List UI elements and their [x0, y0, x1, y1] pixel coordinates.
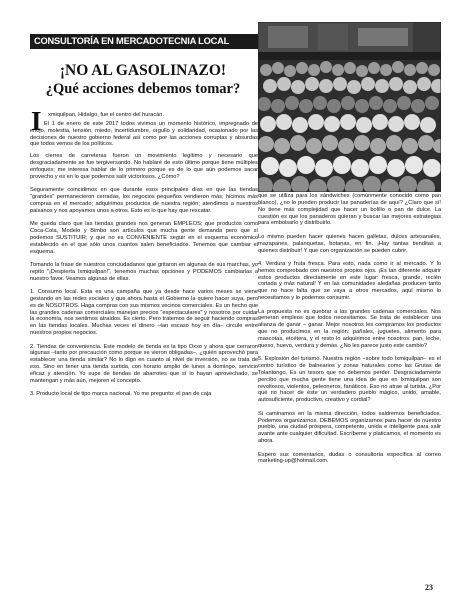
- intro-line: xmiquilpan, Hidalgo, fue el centro del huracán.: [48, 112, 165, 118]
- paragraph: 3. Producto local de tipo marca nacional. Yo me pregunto: el pan de caja: [30, 391, 212, 398]
- market-photo-illustration: [258, 22, 441, 192]
- section-title: CONSULTORÍA EN MERCADOTECNIA LOCAL: [34, 36, 230, 46]
- paragraph: 4. Verdura y fruta fresca. Para esto, nada como ir al mercado. Y lo hemos comprobado con nuestros propios ojos. ¡Es tan diferente adquirir estos productos directamente en este lugar: fresca, grande, recién cortada y más natural! Y en las comunidades aledañas producen tanto que no hace falta que se vaya a otros mercados, aquí mismo lo necesitamos y lo podemos consumir.: [258, 260, 441, 302]
- paragraph: Si caminamos en la misma dirección, todos saldremos beneficiados. Podemos organizarnos. DEBEMOS organizarnos para hacer de nuestro pueblo, una ciudad próspera, competente, unida e inteligente para salir avante ante cualquier dificultad. Escríbeme y platicamos, el momento es ahora.: [258, 410, 441, 445]
- paragraph: El 1 de enero de este 2017 todos vivimos un momento histórico, impregnado de enojo, molestia, tensión, miedo, incertidumbre, orgullo y solidaridad, ocasionado por las decisiones de nuestro gobierno federal así como por las acciones corruptas y absurdas que todos vemos de los políticos.: [30, 120, 258, 148]
- paragraph: Los cierres de carreteras fueron un movimiento legítimo y necesario que desgraciadamente se fue tergiversando. No hablaré de esto último porque tiene múltiples enfoques; me interesa hablar de lo primero porque es de lo que aún podemos sacar provecho y es en lo que podemos salir victoriosos. ¿Cómo?: [30, 153, 258, 180]
- market-produce-photo: [258, 22, 441, 192]
- paragraph: 2. Tiendas de conveniencia. Este modelo de tienda es la tipo Oxxo y ahora que cerraron algunas –tanto por precaución como porque se vieron obligadas–, ¿quién aprovechó para establecer una tienda similar? No lo digo en cuanto al nivel de inversión, no se trata de eso. Sino en tener una tienda surtida, con horario amplio de lunes a domingo, servicio eficaz y atención. Yo supe de tiendas de abarrotes que sí lo hayan aprovechado, se mantengan y más aún, mejoren el concepto.: [30, 343, 258, 384]
- page-number: 23: [425, 583, 433, 592]
- article-headline: [30, 62, 256, 98]
- paragraph: Seguramente coincidimos en que durante esos principales días en que las tiendas "grandes" permanecieron cerradas, los negocios pequeños vendieron más; hicimos más compras en el mercado; adquirimos productos de nuestra región; atendimos a nuestros paisanos y nos apoyamos unos a otros. Esto es lo que hay que rescatar.: [30, 187, 258, 214]
- headline-sub: ¿Qué acciones debemos tomar?: [45, 81, 241, 97]
- paragraph: Espero sus comentarios, dudas o consultoría específica al correo marketing-up@hotmail.com.: [258, 451, 441, 465]
- paragraph: que se utiliza para los sándwiches (comúnmente conocido como pan blanco), ¿no lo pueden producir las panaderías de aquí? ¿Claro que sí! No tiene más complejidad que hacer un bolillo o pan de dulce. La cuestión es que los panaderos quieran y buscar las mejores estrategias para embolsarlo y distribuirlo.: [258, 193, 441, 227]
- paragraph: Lo mismo pueden hacer quienes hacen galletas, dulces artesanales, mazapanes, palanquetas, botanas, en fin. ¡Hay tantas tienditas a quienes distribuir! Y que con organización se pueden cubrir.: [258, 233, 441, 254]
- article-column-right: [258, 193, 441, 583]
- paragraph: 1. Consumo local. Esta es una campaña que ya desde hace varios meses se viene gestando en las redes sociales y que ahora hasta el Gobierno la quiere hacer suya, pero es de NOSOTROS. Haga compras con sus mismos vecinos comerciales. Es un hecho que las grandes cadenas comerciales manejan precios "espectaculares" y nosotros por cuidar la economía, nos sentimos atraídos. Es cierto. Pero tratemos de seguir haciendo compras en las tiendas locales. Muchas veces el dinero –tan escaso hoy en día– circule entre nuestros propios negocios.: [30, 289, 258, 337]
- paragraph: La propuesta no es quebrar a las grandes cadenas comerciales. Nos generan empleos que todos necesitamos. Se trata de establecer una alianza de ganar – ganar. Mejor nosotros les compramos los productos que no producimos en la región: pañales, juguetes, alimento para mascotas, etcétera, y el resto lo adquirimos entre nosotros: pan, leche, queso, huevo, verdura y demás. ¿No les parece justo este cambio?: [258, 308, 441, 349]
- article-column-left: [30, 106, 258, 582]
- section-header-bar: [30, 34, 262, 49]
- paragraph: Tomando la frase de nuestros conciudadanos que gritaron en algunas de sus marchas, yo repito "¡Despierta Ixmiquilpan!", tenemos muchas opciones y PODEMOS cambiarlas a nuestro favor. Veamos algunas de ellas.: [30, 261, 258, 282]
- paragraph: Me queda claro que las tiendas grandes nos generan EMPLEOS; que productos como Coca-Cola, Modelo y Bimbo son artículos que mucha gente demanda pero que sí podemos SUSTITUIR; y que no es CONVENIENTE seguir en el esquema económico establecido en el que sólo unos cuantos salen beneficiados. Tenemos que cambiar el esquema.: [30, 221, 258, 255]
- paragraph: 5. Explosión del turismo. Nuestra región –sobre todo Ixmiquilpan– es el centro turístico de balnearios y zonas naturales como las Grutas de Tolantongo. Es un tesoro que no debemos perder. Desgraciadamente percibo que mucha gente tiene una idea de que en Ixmiquilpan son revoltosos, violentos, peleoneros, fanáticos. Eso no atrae al turista. ¿Por qué no hacer de éste un verdadero pueblo mágico, unido, amable, autosuficiente, productivo, creativo y cordial?: [258, 356, 441, 404]
- headline-main: ¡NO AL GASOLINAZO!: [59, 62, 227, 79]
- drop-cap-letter: I: [31, 106, 42, 136]
